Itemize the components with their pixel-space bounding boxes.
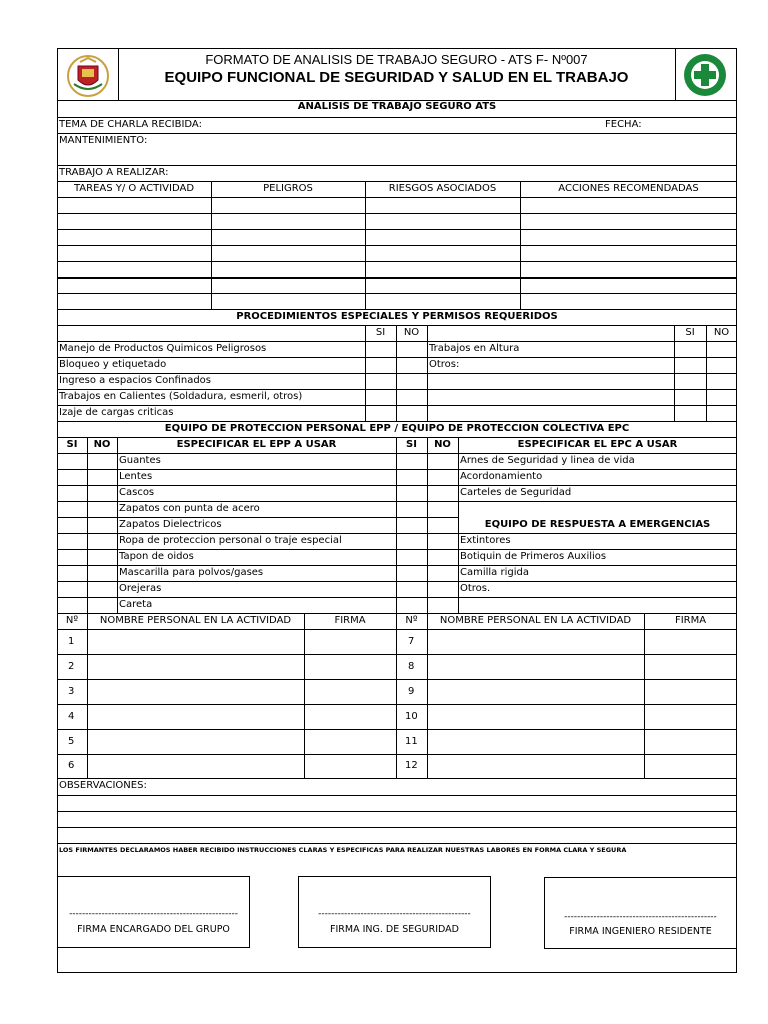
safety-cross-icon xyxy=(683,53,727,97)
epp-item: Lentes xyxy=(119,471,153,482)
epp-item: Orejeras xyxy=(119,583,162,594)
proc-no-header: NO xyxy=(403,327,420,338)
divider xyxy=(57,843,737,844)
divider xyxy=(57,811,737,812)
proc-item: Trabajos en Calientes (Soldadura, esmeril, otros) xyxy=(59,391,303,402)
epc-item: Acordonamiento xyxy=(460,471,543,482)
epc-item: Arnes de Seguridad y linea de vida xyxy=(460,455,635,466)
divider xyxy=(396,437,397,613)
tasks-header-tareas: TAREAS Y/ O ACTIVIDAD xyxy=(73,183,195,194)
personnel-num: 4 xyxy=(68,711,75,722)
divider xyxy=(57,629,737,630)
trabajo-label: TRABAJO A REALIZAR: xyxy=(59,167,169,178)
personnel-num: 11 xyxy=(405,736,418,747)
divider xyxy=(675,48,676,100)
emergency-item: Otros. xyxy=(460,583,491,594)
table-row xyxy=(57,293,737,294)
epp-item: Zapatos Dielectricos xyxy=(119,519,222,530)
personnel-num: 7 xyxy=(408,636,415,647)
epc-no-header: NO xyxy=(434,439,451,450)
mantenimiento-label: MANTENIMIENTO: xyxy=(59,135,148,146)
divider xyxy=(57,469,737,470)
table-row xyxy=(57,679,737,680)
signature-box-encargado[interactable] xyxy=(57,876,250,948)
table-row xyxy=(57,229,737,230)
divider xyxy=(57,778,737,779)
personnel-num: 5 xyxy=(68,736,75,747)
epp-si-header: SI xyxy=(66,439,78,450)
personnel-num: 9 xyxy=(408,686,415,697)
table-row xyxy=(57,754,737,755)
proc-item: Manejo de Productos Quimicos Peligrosos xyxy=(59,343,267,354)
procedures-title: PROCEDIMIENTOS ESPECIALES Y PERMISOS REQUERIDOS xyxy=(236,311,558,322)
signature-box-seguridad[interactable] xyxy=(298,876,491,948)
table-row xyxy=(57,729,737,730)
proc-no-header-right: NO xyxy=(713,327,730,338)
epc-item: Carteles de Seguridad xyxy=(460,487,572,498)
personnel-num: 2 xyxy=(68,661,75,672)
personnel-num-header: Nº xyxy=(65,615,79,626)
observaciones-label: OBSERVACIONES: xyxy=(59,780,147,791)
form-code-title: FORMATO DE ANALISIS DE TRABAJO SEGURO - ATS F- Nº007 xyxy=(205,52,588,67)
signature-line: ----------------------------------------------- xyxy=(318,909,471,919)
personnel-num: 12 xyxy=(405,760,418,771)
personnel-num: 10 xyxy=(405,711,418,722)
signature-label: FIRMA ING. DE SEGURIDAD xyxy=(330,924,459,935)
epc-spec-header: ESPECIFICAR EL EPC A USAR xyxy=(517,439,678,450)
municipal-shield-icon xyxy=(64,54,112,98)
epc-si-header: SI xyxy=(406,439,417,450)
epp-item: Zapatos con punta de acero xyxy=(119,503,260,514)
epp-item: Mascarilla para polvos/gases xyxy=(119,567,264,578)
proc-item: Otros: xyxy=(429,359,460,370)
epp-item: Cascos xyxy=(119,487,155,498)
epp-item: Guantes xyxy=(119,455,161,466)
proc-item: Ingreso a espacios Confinados xyxy=(59,375,211,386)
section-title-ats: ANALISIS DE TRABAJO SEGURO ATS xyxy=(297,101,497,112)
epp-no-header: NO xyxy=(93,439,111,450)
tasks-header-peligros: PELIGROS xyxy=(263,183,313,194)
divider xyxy=(57,597,737,598)
table-row xyxy=(57,213,737,214)
proc-si-header: SI xyxy=(375,327,386,338)
divider xyxy=(427,437,428,613)
table-row xyxy=(57,197,737,198)
signature-box-residente[interactable] xyxy=(544,877,737,949)
proc-si-header-right: SI xyxy=(685,327,695,338)
divider xyxy=(57,133,737,134)
divider xyxy=(87,437,88,613)
tasks-header-acciones: ACCIONES RECOMENDADAS xyxy=(558,183,699,194)
tasks-header-riesgos: RIESGOS ASOCIADOS xyxy=(388,183,497,194)
table-row xyxy=(57,277,737,279)
epp-item: Ropa de proteccion personal o traje especial xyxy=(119,535,342,546)
fecha-label: FECHA: xyxy=(605,119,642,130)
tema-label: TEMA DE CHARLA RECIBIDA: xyxy=(59,119,202,130)
table-row xyxy=(57,654,737,655)
divider xyxy=(57,795,737,796)
proc-item: Bloqueo y etiquetado xyxy=(59,359,167,370)
epp-title: EQUIPO DE PROTECCION PERSONAL EPP / EQUIPO DE PROTECCION COLECTIVA EPC xyxy=(164,423,630,434)
personnel-firma-header: FIRMA xyxy=(334,615,366,626)
personnel-num: 3 xyxy=(68,686,75,697)
table-row xyxy=(57,261,737,262)
divider xyxy=(117,437,118,613)
personnel-num-header-right: Nº xyxy=(405,615,418,626)
personnel-num: 6 xyxy=(68,760,75,771)
proc-item: Izaje de cargas criticas xyxy=(59,407,174,418)
divider xyxy=(57,827,737,828)
epp-item: Tapon de oidos xyxy=(119,551,194,562)
signature-line: ----------------------------------------------- xyxy=(564,912,717,922)
personnel-name-header: NOMBRE PERSONAL EN LA ACTIVIDAD xyxy=(99,615,292,626)
signature-label: FIRMA INGENIERO RESIDENTE xyxy=(569,926,712,937)
epp-item: Careta xyxy=(119,599,153,610)
signature-line: ---------------------------------------------------- xyxy=(69,909,238,919)
divider xyxy=(57,517,459,518)
personnel-num: 8 xyxy=(408,661,415,672)
signature-label: FIRMA ENCARGADO DEL GRUPO xyxy=(77,924,230,935)
personnel-name-header-right: NOMBRE PERSONAL EN LA ACTIVIDAD xyxy=(439,615,632,626)
personnel-firma-header-right: FIRMA xyxy=(674,615,707,626)
emergency-item: Camilla rigida xyxy=(460,567,529,578)
emergency-item: Extintores xyxy=(460,535,511,546)
emergency-item: Botiquin de Primeros Auxilios xyxy=(460,551,607,562)
personnel-num: 1 xyxy=(68,636,75,647)
epp-spec-header: ESPECIFICAR EL EPP A USAR xyxy=(176,439,337,450)
table-row xyxy=(57,245,737,246)
divider xyxy=(57,485,737,486)
table-row xyxy=(57,704,737,705)
proc-item: Trabajos en Altura xyxy=(429,343,520,354)
page-title: EQUIPO FUNCIONAL DE SEGURIDAD Y SALUD EN EL TRABAJO xyxy=(164,69,629,86)
declaration-text: LOS FIRMANTES DECLARAMOS HABER RECIBIDO INSTRUCCIONES CLARAS Y ESPECIFICAS PARA REALIZAR NUESTRAS LABORES EN FORMA CLARA Y SEGURA xyxy=(59,846,627,854)
emergency-header: EQUIPO DE RESPUESTA A EMERGENCIAS xyxy=(484,519,711,530)
